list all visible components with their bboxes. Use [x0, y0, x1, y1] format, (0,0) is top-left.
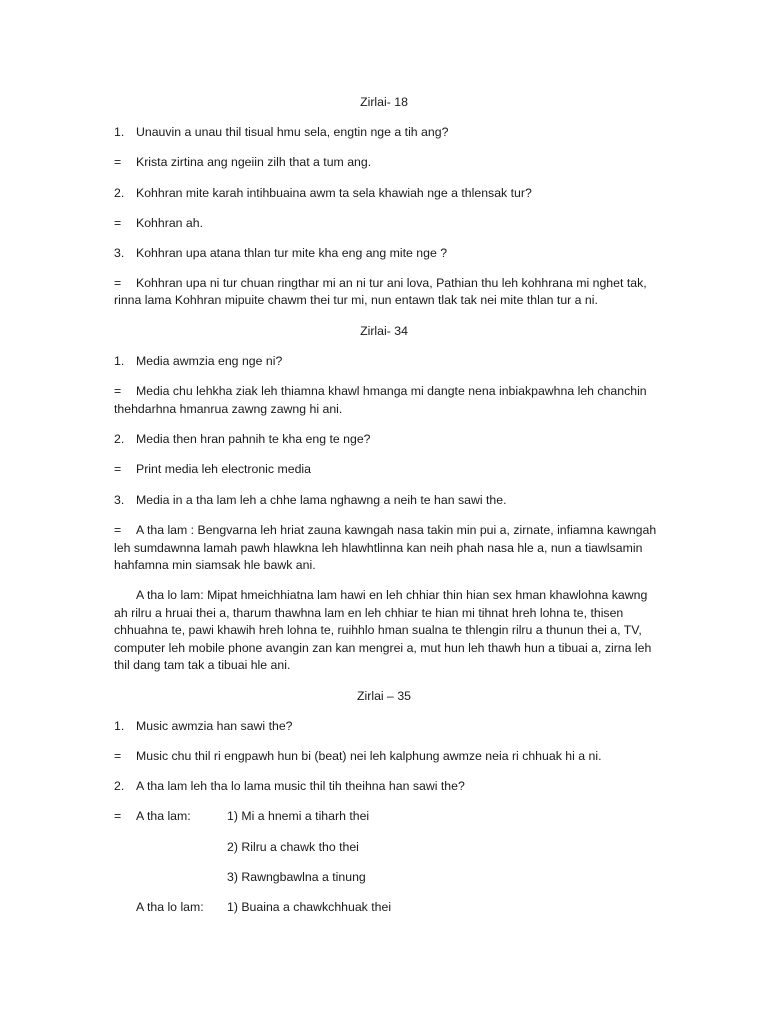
answer-text-continued: leh sumdawnna lamah pawh hlawkna leh hlawhtlinna kan neih phah nasa hle a, nun a tiawlsamin — [114, 541, 643, 555]
paragraph-line: ah rilru a hruai thei a, tharum thawhna lam en leh chhiar te hian mi tihnat hreh lohna te, thisen — [114, 606, 624, 620]
bad-point: 1) Buaina a chawkchhuak thei — [227, 900, 392, 914]
item-marker: = — [114, 809, 122, 823]
question-text: Kohhran mite karah intihbuaina awm ta sela khawiah nge a thlensak tur? — [136, 186, 532, 200]
answer-text: Music chu thil ri engpawh hun bi (beat) nei leh kalphung awmze neia ri chhuak hi a ni. — [136, 749, 602, 763]
item-marker: = — [114, 749, 122, 763]
section-heading: Zirlai- 34 — [360, 324, 408, 338]
section-heading: Zirlai – 35 — [357, 689, 411, 703]
item-marker: = — [114, 462, 122, 476]
question-text: Unauvin a unau thil tisual hmu sela, engtin nge a tih ang? — [136, 125, 449, 139]
good-point: 3) Rawngbawlna a tinung — [227, 870, 366, 884]
paragraph-line: chhuahna te, pawi khawih hreh lohna te, ruihhlo hman sualna te thlengin rilru a thunun thei a, TV, — [114, 623, 642, 637]
item-marker: 2. — [114, 779, 125, 793]
answer-text: Kohhran ah. — [136, 216, 204, 230]
item-marker: = — [114, 216, 122, 230]
good-point: 1) Mi a hnemi a tiharh thei — [227, 809, 370, 823]
answer-text: Media chu lehkha ziak leh thiamna khawl hmanga mi dangte nena inbiakpawhna leh chanchin — [136, 384, 647, 398]
question-text: Media in a tha lam leh a chhe lama nghawng a neih te han sawi the. — [136, 493, 507, 507]
question-text: Media then hran pahnih te kha eng te nge? — [136, 432, 371, 446]
item-marker: = — [114, 384, 122, 398]
question-text: A tha lam leh tha lo lama music thil tih theihna han sawi the? — [136, 779, 465, 793]
item-marker: 1. — [114, 719, 125, 733]
answer-text-continued: hahfamna min siamsak hle bawk ani. — [114, 558, 316, 572]
paragraph-line: computer leh mobile phone avangin zan kan mengrei a, mut hun leh thawh hun a tibuai a, zirna leh — [114, 641, 652, 655]
bad-side-label: A tha lo lam: — [136, 900, 204, 914]
question-text: Kohhran upa atana thlan tur mite kha eng ang mite nge ? — [136, 246, 448, 260]
item-marker: 2. — [114, 432, 125, 446]
item-marker: 2. — [114, 186, 125, 200]
item-marker: 3. — [114, 493, 125, 507]
answer-text-continued: rinna lama Kohhran mipuite chawm thei tur mi, nun entawn tlak tak nei mite thlan tur a ni. — [114, 293, 598, 307]
paragraph-line: thil dang tam tak a tibuai hle ani. — [114, 658, 291, 672]
answer-text: Krista zirtina ang ngeiin zilh that a tum ang. — [136, 155, 372, 169]
item-marker: 3. — [114, 246, 125, 260]
answer-text-continued: thehdarhna hmanrua zawng zawng hi ani. — [114, 402, 343, 416]
section-heading: Zirlai- 18 — [360, 95, 408, 109]
answer-text: Print media leh electronic media — [136, 462, 311, 476]
good-side-label: A tha lam: — [136, 809, 191, 823]
answer-text: Kohhran upa ni tur chuan ringthar mi an ni tur ani lova, Pathian thu leh kohhrana mi nghet tak, — [136, 276, 647, 290]
answer-text: A tha lam : Bengvarna leh hriat zauna kawngah nasa takin min pui a, zirnate, infiamna kawngah — [136, 523, 657, 537]
item-marker: = — [114, 523, 122, 537]
paragraph-line: A tha lo lam: Mipat hmeichhiatna lam hawi en leh chhiar thin hian sex hman khawlohna kawng — [136, 588, 648, 602]
item-marker: 1. — [114, 125, 125, 139]
item-marker: = — [114, 155, 122, 169]
question-text: Media awmzia eng nge ni? — [136, 354, 283, 368]
good-point: 2) Rilru a chawk tho thei — [227, 840, 359, 854]
question-text: Music awmzia han sawi the? — [136, 719, 293, 733]
item-marker: 1. — [114, 354, 125, 368]
item-marker: = — [114, 276, 122, 290]
